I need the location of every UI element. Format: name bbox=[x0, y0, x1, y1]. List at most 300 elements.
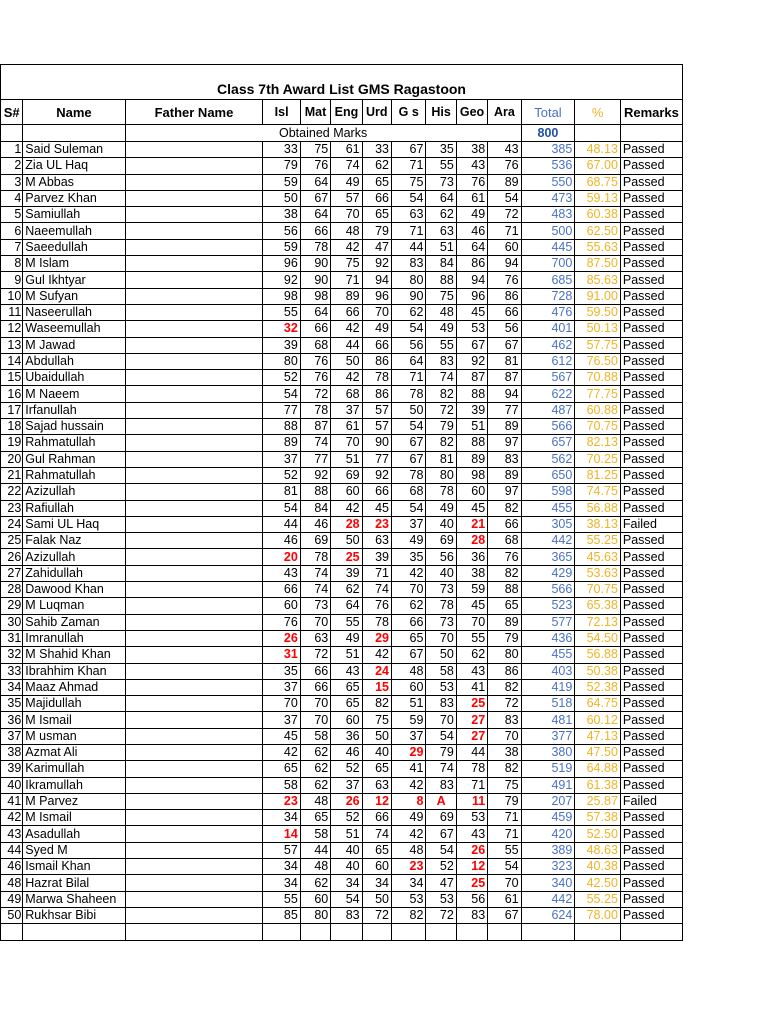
remarks: Passed bbox=[620, 647, 682, 663]
mark-urd: 86 bbox=[362, 353, 391, 369]
mark-mat: 46 bbox=[300, 516, 330, 532]
father-name bbox=[125, 696, 263, 712]
mark-urd: 86 bbox=[362, 386, 391, 402]
serial-number: 35 bbox=[1, 696, 23, 712]
mark-mat: 74 bbox=[300, 435, 330, 451]
table-row bbox=[1, 810, 683, 826]
mark-eng: 37 bbox=[331, 402, 362, 418]
mark-geo: 88 bbox=[456, 386, 487, 402]
mark-gs: 75 bbox=[391, 174, 425, 190]
mark-eng: 39 bbox=[331, 565, 362, 581]
total-marks: 483 bbox=[521, 207, 575, 223]
student-name: Majidullah bbox=[23, 696, 125, 712]
mark-mat: 66 bbox=[300, 321, 330, 337]
mark-ara: 71 bbox=[488, 223, 521, 239]
mark-isl: 50 bbox=[263, 190, 300, 206]
remarks: Passed bbox=[620, 875, 682, 891]
mark-geo: 59 bbox=[456, 582, 487, 598]
mark-ara: 87 bbox=[488, 370, 521, 386]
mark-his: 81 bbox=[426, 451, 456, 467]
mark-urd: 23 bbox=[362, 516, 391, 532]
father-name bbox=[125, 810, 263, 826]
total-marks: 612 bbox=[521, 353, 575, 369]
mark-isl: 88 bbox=[263, 419, 300, 435]
father-name bbox=[125, 304, 263, 320]
mark-his: 56 bbox=[426, 549, 456, 565]
percentage: 70.88 bbox=[575, 370, 621, 386]
student-name: Rukhsar Bibi bbox=[23, 907, 125, 923]
mark-gs: 80 bbox=[391, 272, 425, 288]
table-row bbox=[1, 484, 683, 500]
total-marks: 401 bbox=[521, 321, 575, 337]
student-name: Karimullah bbox=[23, 761, 125, 777]
percentage: 65.38 bbox=[575, 598, 621, 614]
mark-urd: 63 bbox=[362, 777, 391, 793]
mark-gs: 42 bbox=[391, 777, 425, 793]
serial-number: 9 bbox=[1, 272, 23, 288]
table-row bbox=[1, 679, 683, 695]
total-marks: 380 bbox=[521, 744, 575, 760]
mark-geo: 83 bbox=[456, 907, 487, 923]
mark-eng: 49 bbox=[331, 174, 362, 190]
father-name bbox=[125, 761, 263, 777]
total-marks: 598 bbox=[521, 484, 575, 500]
student-name: Dawood Khan bbox=[23, 582, 125, 598]
father-name bbox=[125, 614, 263, 630]
mark-gs: 54 bbox=[391, 190, 425, 206]
father-name bbox=[125, 793, 263, 809]
mark-mat: 84 bbox=[300, 500, 330, 516]
mark-mat: 66 bbox=[300, 223, 330, 239]
total-marks: 657 bbox=[521, 435, 575, 451]
table-row bbox=[1, 190, 683, 206]
mark-his: 64 bbox=[426, 190, 456, 206]
percentage: 48.13 bbox=[575, 142, 621, 158]
mark-urd: 42 bbox=[362, 647, 391, 663]
remarks: Passed bbox=[620, 859, 682, 875]
serial-number: 28 bbox=[1, 582, 23, 598]
percentage: 59.50 bbox=[575, 304, 621, 320]
mark-gs: 60 bbox=[391, 679, 425, 695]
mark-geo: 46 bbox=[456, 223, 487, 239]
mark-urd: 72 bbox=[362, 907, 391, 923]
mark-ara: 70 bbox=[488, 728, 521, 744]
mark-geo: 56 bbox=[456, 891, 487, 907]
mark-mat: 64 bbox=[300, 304, 330, 320]
mark-eng: 42 bbox=[331, 370, 362, 386]
total-marks: 377 bbox=[521, 728, 575, 744]
mark-isl: 45 bbox=[263, 728, 300, 744]
mark-isl: 66 bbox=[263, 582, 300, 598]
mark-ara: 89 bbox=[488, 174, 521, 190]
mark-gs: 23 bbox=[391, 859, 425, 875]
mark-urd: 33 bbox=[362, 142, 391, 158]
mark-urd: 50 bbox=[362, 728, 391, 744]
total-marks: 650 bbox=[521, 467, 575, 483]
mark-isl: 23 bbox=[263, 793, 300, 809]
percentage: 55.25 bbox=[575, 533, 621, 549]
mark-ara: 82 bbox=[488, 565, 521, 581]
mark-isl: 20 bbox=[263, 549, 300, 565]
remarks: Passed bbox=[620, 223, 682, 239]
mark-his: 63 bbox=[426, 223, 456, 239]
mark-eng: 83 bbox=[331, 907, 362, 923]
table-row bbox=[1, 614, 683, 630]
mark-gs: 53 bbox=[391, 891, 425, 907]
mark-his: A bbox=[426, 793, 456, 809]
percentage: 50.38 bbox=[575, 663, 621, 679]
mark-geo: 94 bbox=[456, 272, 487, 288]
total-marks: 305 bbox=[521, 516, 575, 532]
serial-number: 1 bbox=[1, 142, 23, 158]
serial-number: 17 bbox=[1, 402, 23, 418]
father-name bbox=[125, 419, 263, 435]
percentage: 54.50 bbox=[575, 630, 621, 646]
mark-gs: 71 bbox=[391, 223, 425, 239]
table-row bbox=[1, 891, 683, 907]
mark-ara: 61 bbox=[488, 891, 521, 907]
mark-geo: 45 bbox=[456, 500, 487, 516]
father-name bbox=[125, 223, 263, 239]
mark-eng: 51 bbox=[331, 647, 362, 663]
serial-number: 49 bbox=[1, 891, 23, 907]
student-name: Parvez Khan bbox=[23, 190, 125, 206]
table-row bbox=[1, 582, 683, 598]
mark-gs: 62 bbox=[391, 598, 425, 614]
total-marks: 562 bbox=[521, 451, 575, 467]
serial-number: 46 bbox=[1, 859, 23, 875]
mark-eng: 60 bbox=[331, 484, 362, 500]
total-marks: 429 bbox=[521, 565, 575, 581]
mark-gs: 29 bbox=[391, 744, 425, 760]
mark-geo: 60 bbox=[456, 484, 487, 500]
mark-geo: 45 bbox=[456, 304, 487, 320]
student-name: Gul Ikhtyar bbox=[23, 272, 125, 288]
mark-his: 51 bbox=[426, 239, 456, 255]
mark-mat: 69 bbox=[300, 533, 330, 549]
mark-gs: 65 bbox=[391, 630, 425, 646]
student-name: Rafiullah bbox=[23, 500, 125, 516]
serial-number: 24 bbox=[1, 516, 23, 532]
mark-geo: 86 bbox=[456, 256, 487, 272]
remarks: Passed bbox=[620, 761, 682, 777]
mark-eng: 25 bbox=[331, 549, 362, 565]
remarks: Passed bbox=[620, 256, 682, 272]
remarks: Passed bbox=[620, 207, 682, 223]
father-name bbox=[125, 500, 263, 516]
mark-geo: 88 bbox=[456, 435, 487, 451]
mark-gs: 67 bbox=[391, 142, 425, 158]
serial-number: 34 bbox=[1, 679, 23, 695]
mark-mat: 70 bbox=[300, 614, 330, 630]
student-name: M Sufyan bbox=[23, 288, 125, 304]
remarks: Passed bbox=[620, 467, 682, 483]
header-gs: G s bbox=[391, 100, 425, 125]
mark-isl: 54 bbox=[263, 386, 300, 402]
header-remarks: Remarks bbox=[620, 100, 682, 125]
mark-gs: 67 bbox=[391, 647, 425, 663]
mark-eng: 68 bbox=[331, 386, 362, 402]
table-row bbox=[1, 207, 683, 223]
total-marks: 622 bbox=[521, 386, 575, 402]
mark-ara: 76 bbox=[488, 158, 521, 174]
table-row bbox=[1, 728, 683, 744]
total-marks: 476 bbox=[521, 304, 575, 320]
mark-mat: 58 bbox=[300, 728, 330, 744]
mark-geo: 96 bbox=[456, 288, 487, 304]
mark-mat: 74 bbox=[300, 565, 330, 581]
percentage: 42.50 bbox=[575, 875, 621, 891]
percentage: 62.50 bbox=[575, 223, 621, 239]
mark-urd: 57 bbox=[362, 419, 391, 435]
mark-gs: 50 bbox=[391, 402, 425, 418]
header-percent: % bbox=[575, 100, 621, 125]
percentage: 53.63 bbox=[575, 565, 621, 581]
total-marks: 700 bbox=[521, 256, 575, 272]
serial-number: 43 bbox=[1, 826, 23, 842]
mark-geo: 44 bbox=[456, 744, 487, 760]
mark-isl: 38 bbox=[263, 207, 300, 223]
serial-number: 12 bbox=[1, 321, 23, 337]
table-row bbox=[1, 859, 683, 875]
mark-ara: 76 bbox=[488, 272, 521, 288]
remarks: Passed bbox=[620, 842, 682, 858]
mark-ara: 72 bbox=[488, 696, 521, 712]
mark-eng: 34 bbox=[331, 875, 362, 891]
student-name: Syed M bbox=[23, 842, 125, 858]
table-row bbox=[1, 826, 683, 842]
student-name: M Naeem bbox=[23, 386, 125, 402]
percentage: 87.50 bbox=[575, 256, 621, 272]
mark-mat: 74 bbox=[300, 582, 330, 598]
mark-ara: 54 bbox=[488, 190, 521, 206]
mark-eng: 62 bbox=[331, 582, 362, 598]
percentage: 52.50 bbox=[575, 826, 621, 842]
mark-his: 55 bbox=[426, 337, 456, 353]
mark-mat: 63 bbox=[300, 630, 330, 646]
father-name bbox=[125, 630, 263, 646]
student-name: Hazrat Bilal bbox=[23, 875, 125, 891]
mark-isl: 34 bbox=[263, 859, 300, 875]
serial-number: 22 bbox=[1, 484, 23, 500]
percentage: 60.12 bbox=[575, 712, 621, 728]
mark-geo: 78 bbox=[456, 761, 487, 777]
percentage: 76.50 bbox=[575, 353, 621, 369]
percentage: 61.38 bbox=[575, 777, 621, 793]
mark-his: 49 bbox=[426, 321, 456, 337]
mark-his: 78 bbox=[426, 598, 456, 614]
serial-number: 14 bbox=[1, 353, 23, 369]
mark-his: 35 bbox=[426, 142, 456, 158]
table-row bbox=[1, 239, 683, 255]
mark-eng: 49 bbox=[331, 630, 362, 646]
mark-geo: 64 bbox=[456, 239, 487, 255]
mark-geo: 39 bbox=[456, 402, 487, 418]
mark-mat: 64 bbox=[300, 174, 330, 190]
total-marks: 473 bbox=[521, 190, 575, 206]
mark-ara: 80 bbox=[488, 647, 521, 663]
mark-ara: 72 bbox=[488, 207, 521, 223]
mark-mat: 90 bbox=[300, 272, 330, 288]
mark-urd: 49 bbox=[362, 321, 391, 337]
mark-geo: 36 bbox=[456, 549, 487, 565]
father-name bbox=[125, 142, 263, 158]
mark-his: 72 bbox=[426, 402, 456, 418]
father-name bbox=[125, 549, 263, 565]
mark-urd: 77 bbox=[362, 451, 391, 467]
table-row bbox=[1, 793, 683, 809]
mark-urd: 74 bbox=[362, 826, 391, 842]
student-name: Marwa Shaheen bbox=[23, 891, 125, 907]
mark-urd: 60 bbox=[362, 859, 391, 875]
table-row bbox=[1, 174, 683, 190]
mark-his: 84 bbox=[426, 256, 456, 272]
father-name bbox=[125, 484, 263, 500]
percentage: 57.75 bbox=[575, 337, 621, 353]
serial-number: 18 bbox=[1, 419, 23, 435]
student-name: Maaz Ahmad bbox=[23, 679, 125, 695]
mark-geo: 70 bbox=[456, 614, 487, 630]
mark-geo: 89 bbox=[456, 451, 487, 467]
header-urd: Urd bbox=[362, 100, 391, 125]
mark-his: 70 bbox=[426, 712, 456, 728]
mark-his: 62 bbox=[426, 207, 456, 223]
student-name: Ubaidullah bbox=[23, 370, 125, 386]
mark-ara: 86 bbox=[488, 663, 521, 679]
mark-eng: 57 bbox=[331, 190, 362, 206]
total-marks: 389 bbox=[521, 842, 575, 858]
table-row bbox=[1, 647, 683, 663]
mark-isl: 46 bbox=[263, 533, 300, 549]
percentage: 64.88 bbox=[575, 761, 621, 777]
mark-mat: 72 bbox=[300, 386, 330, 402]
father-name bbox=[125, 256, 263, 272]
mark-geo: 45 bbox=[456, 598, 487, 614]
total-marks: 519 bbox=[521, 761, 575, 777]
total-marks: 459 bbox=[521, 810, 575, 826]
mark-ara: 43 bbox=[488, 142, 521, 158]
table-row bbox=[1, 419, 683, 435]
father-name bbox=[125, 402, 263, 418]
student-name: Said Suleman bbox=[23, 142, 125, 158]
mark-isl: 85 bbox=[263, 907, 300, 923]
mark-ara: 65 bbox=[488, 598, 521, 614]
mark-ara: 97 bbox=[488, 435, 521, 451]
student-name: Zahidullah bbox=[23, 565, 125, 581]
mark-gs: 71 bbox=[391, 370, 425, 386]
mark-his: 73 bbox=[426, 582, 456, 598]
total-marks: 385 bbox=[521, 142, 575, 158]
father-name bbox=[125, 272, 263, 288]
serial-number: 5 bbox=[1, 207, 23, 223]
sub-empty bbox=[23, 125, 125, 142]
header-father-name: Father Name bbox=[125, 100, 263, 125]
mark-urd: 96 bbox=[362, 288, 391, 304]
mark-his: 69 bbox=[426, 533, 456, 549]
mark-his: 72 bbox=[426, 907, 456, 923]
percentage: 25.87 bbox=[575, 793, 621, 809]
mark-mat: 76 bbox=[300, 158, 330, 174]
father-name bbox=[125, 370, 263, 386]
percentage: 67.00 bbox=[575, 158, 621, 174]
mark-isl: 31 bbox=[263, 647, 300, 663]
table-row bbox=[1, 142, 683, 158]
total-marks: 419 bbox=[521, 679, 575, 695]
serial-number: 7 bbox=[1, 239, 23, 255]
mark-eng: 71 bbox=[331, 272, 362, 288]
table-row bbox=[1, 500, 683, 516]
mark-urd: 79 bbox=[362, 223, 391, 239]
father-name bbox=[125, 321, 263, 337]
total-marks: 207 bbox=[521, 793, 575, 809]
mark-isl: 76 bbox=[263, 614, 300, 630]
mark-ara: 79 bbox=[488, 793, 521, 809]
mark-mat: 72 bbox=[300, 647, 330, 663]
mark-mat: 62 bbox=[300, 777, 330, 793]
mark-ara: 70 bbox=[488, 875, 521, 891]
mark-isl: 44 bbox=[263, 516, 300, 532]
total-marks: 728 bbox=[521, 288, 575, 304]
mark-eng: 52 bbox=[331, 810, 362, 826]
father-name bbox=[125, 842, 263, 858]
remarks: Passed bbox=[620, 304, 682, 320]
serial-number: 3 bbox=[1, 174, 23, 190]
mark-eng: 42 bbox=[331, 500, 362, 516]
remarks: Passed bbox=[620, 386, 682, 402]
mark-urd: 45 bbox=[362, 500, 391, 516]
mark-ara: 67 bbox=[488, 907, 521, 923]
mark-mat: 67 bbox=[300, 190, 330, 206]
percentage: 55.63 bbox=[575, 239, 621, 255]
mark-urd: 65 bbox=[362, 842, 391, 858]
mark-urd: 34 bbox=[362, 875, 391, 891]
table-row bbox=[1, 630, 683, 646]
mark-his: 69 bbox=[426, 810, 456, 826]
mark-his: 74 bbox=[426, 370, 456, 386]
sub-empty bbox=[620, 125, 682, 142]
mark-geo: 62 bbox=[456, 647, 487, 663]
mark-eng: 51 bbox=[331, 826, 362, 842]
student-rows bbox=[1, 142, 683, 924]
percentage: 68.75 bbox=[575, 174, 621, 190]
mark-his: 73 bbox=[426, 614, 456, 630]
serial-number: 26 bbox=[1, 549, 23, 565]
mark-mat: 75 bbox=[300, 142, 330, 158]
percentage: 48.63 bbox=[575, 842, 621, 858]
remarks: Passed bbox=[620, 565, 682, 581]
mark-gs: 70 bbox=[391, 582, 425, 598]
mark-his: 83 bbox=[426, 696, 456, 712]
mark-eng: 65 bbox=[331, 696, 362, 712]
serial-number: 16 bbox=[1, 386, 23, 402]
mark-geo: 51 bbox=[456, 419, 487, 435]
mark-mat: 66 bbox=[300, 663, 330, 679]
table-row bbox=[1, 451, 683, 467]
mark-eng: 36 bbox=[331, 728, 362, 744]
serial-number: 44 bbox=[1, 842, 23, 858]
mark-eng: 70 bbox=[331, 435, 362, 451]
mark-urd: 78 bbox=[362, 370, 391, 386]
remarks: Failed bbox=[620, 793, 682, 809]
mark-eng: 43 bbox=[331, 663, 362, 679]
mark-gs: 49 bbox=[391, 810, 425, 826]
mark-his: 47 bbox=[426, 875, 456, 891]
mark-urd: 57 bbox=[362, 402, 391, 418]
total-marks: 340 bbox=[521, 875, 575, 891]
mark-urd: 71 bbox=[362, 565, 391, 581]
father-name bbox=[125, 663, 263, 679]
mark-gs: 54 bbox=[391, 500, 425, 516]
